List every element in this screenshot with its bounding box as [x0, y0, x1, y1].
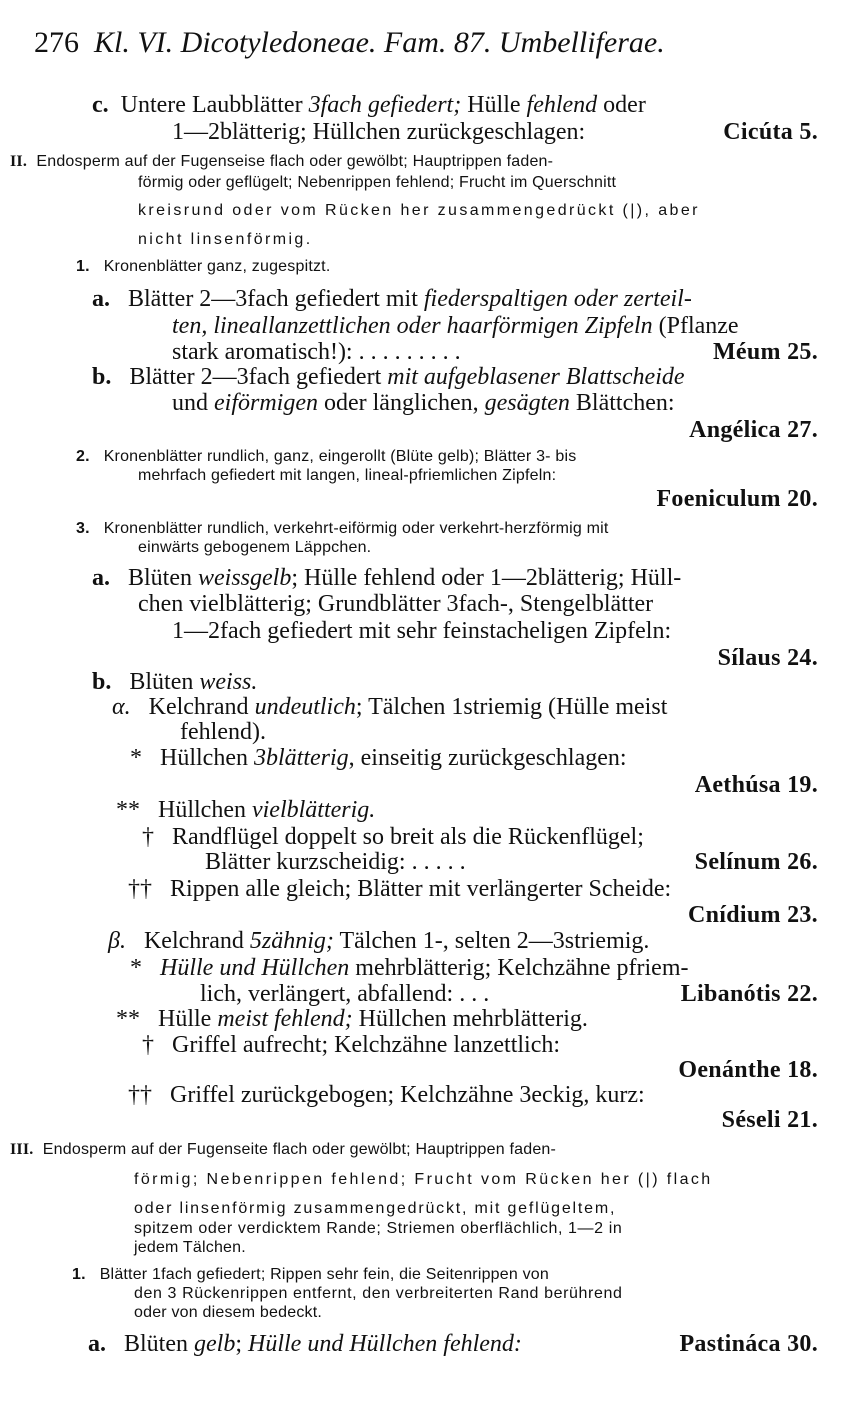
- genus-name: Libanótis 22.: [680, 981, 818, 1007]
- entry-italic: undeutlich: [254, 694, 356, 720]
- running-title: Kl. VI. Dicotyledoneae. Fam. 87. Umbelliferae.: [94, 26, 665, 59]
- entry-text: Kronenblätter rundlich, verkehrt-eiförmig oder verkehrt-herzförmig mit: [103, 520, 609, 537]
- entry-italic: weissgelb: [198, 565, 292, 591]
- entry-line: spitzem oder verdicktem Rande; Striemen oberflächlich, 1—2 in: [134, 1220, 623, 1237]
- entry-italic: gelb: [194, 1331, 236, 1357]
- key-entry-3a: [92, 566, 681, 590]
- entry-line: Blätter kurzscheidig: . . . . .: [205, 849, 466, 875]
- entry-marker: a.: [92, 286, 110, 312]
- entry-italic: meist fehlend;: [217, 1006, 353, 1032]
- entry-line: [172, 314, 739, 338]
- genus-name: Cnídium 23.: [687, 902, 818, 928]
- entry-text: oder länglichen,: [323, 390, 479, 416]
- entry-text: Endosperm auf der Fugenseise flach oder gewölbt; Hauptrippen faden-: [36, 153, 554, 170]
- key-entry-alpha-dstar: [116, 798, 375, 822]
- entry-text: Randflügel doppelt so breit als die Rückenflügel;: [172, 824, 644, 850]
- key-entry-alpha: [112, 695, 667, 719]
- key-entry-alpha-dagger: [142, 825, 644, 849]
- entry-line: 1—2blätterig; Hüllchen zurückgeschlagen:: [172, 119, 586, 145]
- entry-italic: weiss.: [199, 669, 258, 695]
- entry-italic: eiförmigen: [214, 390, 318, 416]
- entry-text: Griffel zurückgebogen; Kelchzähne 3eckig, kurz:: [170, 1082, 645, 1108]
- entry-italic: Hülle und Hüllchen fehlend:: [248, 1331, 522, 1357]
- entry-italic: 5zähnig;: [249, 928, 334, 954]
- entry-italic: fehlend: [526, 92, 598, 118]
- key-entry-3b: [92, 670, 257, 694]
- entry-text: Kronenblätter ganz, zugespitzt.: [103, 258, 331, 275]
- key-entry-beta: [108, 929, 649, 953]
- entry-marker: α.: [112, 694, 131, 720]
- entry-text: Kelchrand: [143, 928, 244, 954]
- entry-line: 1—2fach gefiedert mit sehr feinstacheligen Zipfeln:: [172, 618, 672, 644]
- entry-text: Blättchen:: [575, 390, 675, 416]
- entry-marker: 2.: [76, 448, 90, 465]
- entry-line: kreisrund oder vom Rücken her zusammengedrückt (|), aber: [138, 202, 700, 219]
- entry-marker: **: [116, 797, 140, 823]
- page-header: [34, 28, 665, 58]
- genus-name: Séseli 21.: [721, 1107, 818, 1133]
- entry-italic: mit aufgeblasener Blattscheide: [387, 364, 685, 390]
- entry-line: einwärts gebogenem Läppchen.: [138, 539, 372, 556]
- entry-marker: *: [130, 745, 142, 771]
- entry-marker: 1.: [76, 258, 90, 275]
- entry-text: Tälchen 1-, selten 2—3striemig.: [339, 928, 650, 954]
- key-entry-beta-dstar: [116, 1007, 588, 1031]
- key-entry-2: [76, 449, 576, 465]
- entry-text: ;: [235, 1331, 242, 1357]
- entry-text: mehrblätterig; Kelchzähne pfriem-: [355, 955, 689, 981]
- entry-marker: ††: [128, 876, 152, 902]
- genus-name: Pastináca 30.: [679, 1331, 818, 1357]
- entry-text: Hülle: [467, 92, 521, 118]
- entry-italic: vielblätterig.: [251, 797, 376, 823]
- entry-line: oder linsenförmig zusammengedrückt, mit geflügeltem,: [134, 1200, 617, 1217]
- key-entry-1a: [92, 287, 692, 311]
- entry-line: förmig oder geflügelt; Nebenrippen fehlend; Frucht im Querschnitt: [138, 174, 617, 191]
- entry-line: den 3 Rückenrippen entfernt, den verbreiterten Rand berührend: [134, 1285, 623, 1302]
- entry-text: Blüten: [128, 565, 192, 591]
- entry-marker: b.: [92, 364, 112, 390]
- entry-marker: β.: [108, 928, 126, 954]
- entry-marker: a.: [88, 1331, 106, 1357]
- entry-line: förmig; Nebenrippen fehlend; Frucht vom Rücken her (|) flach: [134, 1171, 713, 1188]
- key-section-III: [10, 1142, 556, 1158]
- entry-line: chen vielblätterig; Grundblätter 3fach-, Stengelblätter: [138, 591, 654, 617]
- entry-marker: ††: [128, 1082, 152, 1108]
- entry-marker: †: [142, 824, 154, 850]
- entry-marker: **: [116, 1006, 140, 1032]
- entry-line: stark aromatisch!): . . . . . . . . .: [172, 339, 461, 365]
- genus-name: Méum 25.: [712, 339, 818, 365]
- entry-text: Kelchrand: [148, 694, 249, 720]
- entry-marker: †: [142, 1032, 154, 1058]
- entry-text: Blüten: [124, 1331, 188, 1357]
- entry-text: Hüllchen: [160, 745, 248, 771]
- genus-name: Sílaus 24.: [717, 645, 818, 671]
- key-entry-1b: [92, 365, 685, 389]
- entry-text: Hüllchen mehrblätterig.: [358, 1006, 588, 1032]
- genus-name: Oenánthe 18.: [678, 1057, 818, 1083]
- entry-text: , einseitig zurückgeschlagen:: [348, 745, 627, 771]
- entry-line: lich, verlängert, abfallend: . . .: [200, 981, 490, 1007]
- entry-text: Endosperm auf der Fugenseite flach oder gewölbt; Hauptrippen faden-: [42, 1141, 557, 1158]
- entry-line: fehlend).: [180, 719, 266, 745]
- entry-line: oder von diesem bedeckt.: [134, 1304, 323, 1321]
- entry-text: Kronenblätter rundlich, ganz, eingerollt (Blüte gelb); Blätter 3- bis: [103, 448, 577, 465]
- genus-name: Angélica 27.: [689, 417, 818, 443]
- genus-name: Aethúsa 19.: [694, 772, 818, 798]
- entry-italic: 3fach gefiedert;: [308, 92, 462, 118]
- genus-name: Selínum 26.: [694, 849, 818, 875]
- section-marker: II.: [10, 153, 28, 170]
- entry-marker: 3.: [76, 520, 90, 537]
- key-entry-alpha-star: [130, 746, 627, 770]
- entry-text: ; Tälchen 1striemig (Hülle meist: [355, 694, 668, 720]
- entry-italic: fiederspaltigen oder zerteil-: [423, 286, 692, 312]
- key-entry-c: [92, 93, 646, 117]
- entry-text: Blüten: [129, 669, 194, 695]
- genus-name: Cicúta 5.: [723, 119, 818, 145]
- entry-text: Untere Laubblätter: [120, 92, 303, 118]
- entry-line: [172, 391, 675, 415]
- entry-marker: b.: [92, 669, 112, 695]
- entry-text: Blätter 2—3fach gefiedert mit: [128, 286, 418, 312]
- key-section-II: [10, 154, 553, 170]
- page-number: 276: [34, 26, 79, 59]
- section-marker: III.: [10, 1141, 34, 1158]
- key-entry-alpha-ddagger: [128, 877, 671, 901]
- entry-italic: ten, lineallanzettlichen oder haarförmigen Zipfeln: [172, 313, 653, 339]
- genus-name: Foeniculum 20.: [656, 486, 818, 512]
- entry-text: Rippen alle gleich; Blätter mit verlängerter Scheide:: [170, 876, 672, 902]
- key-entry-3: [76, 521, 609, 537]
- entry-line: mehrfach gefiedert mit langen, lineal-pfriemlichen Zipfeln:: [138, 467, 557, 484]
- entry-text: (Pflanze: [658, 313, 739, 339]
- entry-text: und: [172, 390, 208, 416]
- entry-italic: Hülle und Hüllchen: [160, 955, 350, 981]
- entry-text: Hüllchen: [158, 797, 246, 823]
- key-entry-beta-dagger: [142, 1033, 560, 1057]
- key-entry-beta-star: [130, 956, 688, 980]
- entry-marker: 1.: [72, 1266, 86, 1283]
- entry-italic: 3blätterig: [253, 745, 349, 771]
- entry-text: Hülle: [158, 1006, 212, 1032]
- entry-text: ; Hülle fehlend oder 1—2blätterig; Hüll-: [291, 565, 682, 591]
- key-entry-beta-ddagger: [128, 1083, 645, 1107]
- key-entry-III-1: [72, 1267, 549, 1283]
- entry-line: nicht linsenförmig.: [138, 231, 313, 248]
- entry-text: oder: [603, 92, 646, 118]
- entry-marker: c.: [92, 92, 109, 118]
- entry-text: Griffel aufrecht; Kelchzähne lanzettlich:: [172, 1032, 561, 1058]
- entry-italic: gesägten: [484, 390, 570, 416]
- entry-line: jedem Tälchen.: [134, 1239, 246, 1256]
- entry-marker: *: [130, 955, 142, 981]
- entry-text: Blätter 2—3fach gefiedert: [129, 364, 382, 390]
- key-entry-1: [76, 259, 330, 275]
- entry-marker: a.: [92, 565, 110, 591]
- key-entry-III-1a: [88, 1332, 522, 1356]
- entry-text: Blätter 1fach gefiedert; Rippen sehr fein, die Seitenrippen von: [99, 1266, 550, 1283]
